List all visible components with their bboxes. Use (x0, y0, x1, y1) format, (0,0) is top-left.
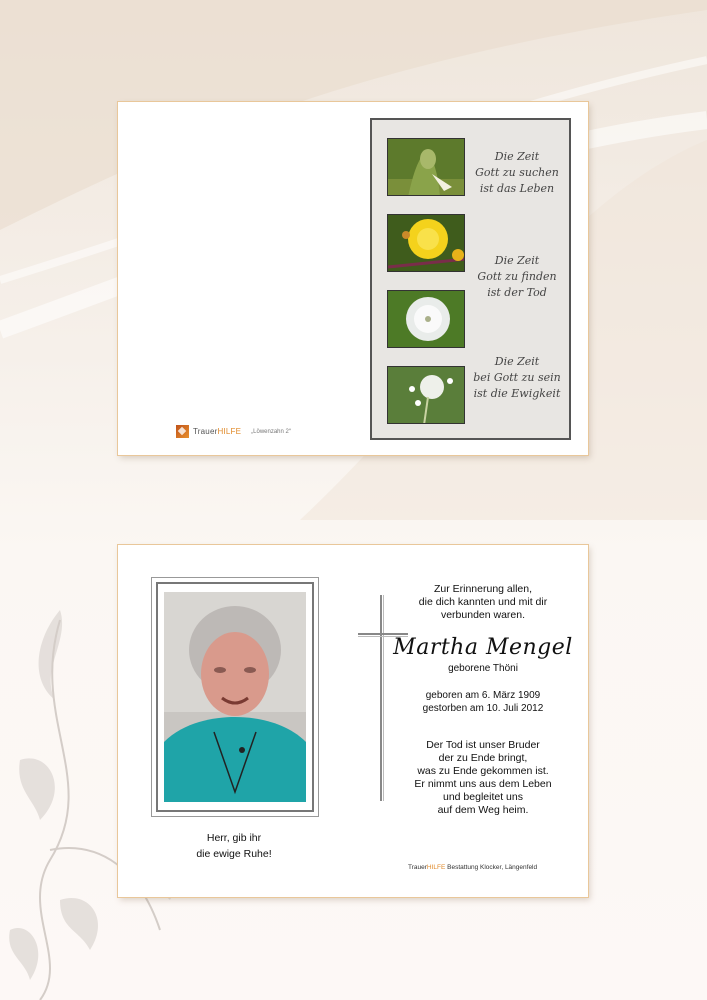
poem-line-1: Der Tod ist unser Bruder (426, 739, 540, 751)
card-front (118, 102, 588, 455)
poem-line-3: was zu Ende gekommen ist. (417, 765, 549, 777)
poem-line-4: Er nimmt uns aus dem Leben (414, 778, 552, 790)
birth-date: geboren am 6. März 1909 (425, 690, 541, 701)
logo-brand: TrauerHILFE (193, 427, 242, 436)
photo-dandelion-bud (387, 138, 465, 196)
verse-1: Die Zeit Gott zu suchen ist das Leben (475, 150, 559, 195)
intro-line-1: Zur Erinnerung allen, (433, 583, 533, 595)
memorial-text (388, 583, 578, 817)
death-date: gestorben am 10. Juli 2012 (422, 703, 544, 714)
portrait-photo (164, 592, 306, 802)
poem-line-5: und begleitet uns (443, 791, 523, 803)
portrait-frame (151, 577, 319, 817)
card-footer: TrauerHILFE Bestattung Klocker, Längenfeld (408, 864, 538, 871)
poem-line-2: der zu Ende bringt, (438, 752, 528, 764)
verse-2: Die Zeit Gott zu finden ist der Tod (477, 254, 557, 299)
intro-line-2: die dich kannten und mit dir (418, 596, 548, 608)
deceased-name: Martha Mengel (393, 635, 573, 660)
birth-name: geborene Thöni (448, 663, 518, 674)
portrait-caption: Herr, gib ihr die ewige Ruhe! (196, 832, 272, 860)
poem-line-6: auf dem Weg heim. (437, 804, 529, 816)
trauerhilfe-logo-icon (176, 425, 189, 438)
verse-panel (370, 118, 571, 440)
photo-dandelion-seeds-blowing (387, 366, 465, 424)
card-back (118, 545, 588, 897)
verse-3: Die Zeit bei Gott zu sein ist die Ewigkeit (473, 355, 561, 400)
photo-dandelion-flower (387, 214, 465, 272)
intro-line-3: verbunden waren. (440, 609, 526, 621)
trauerhilfe-logo (176, 425, 291, 438)
photo-dandelion-seedhead (387, 290, 465, 348)
logo-design-name: „Löwenzahn 2“ (251, 428, 291, 435)
